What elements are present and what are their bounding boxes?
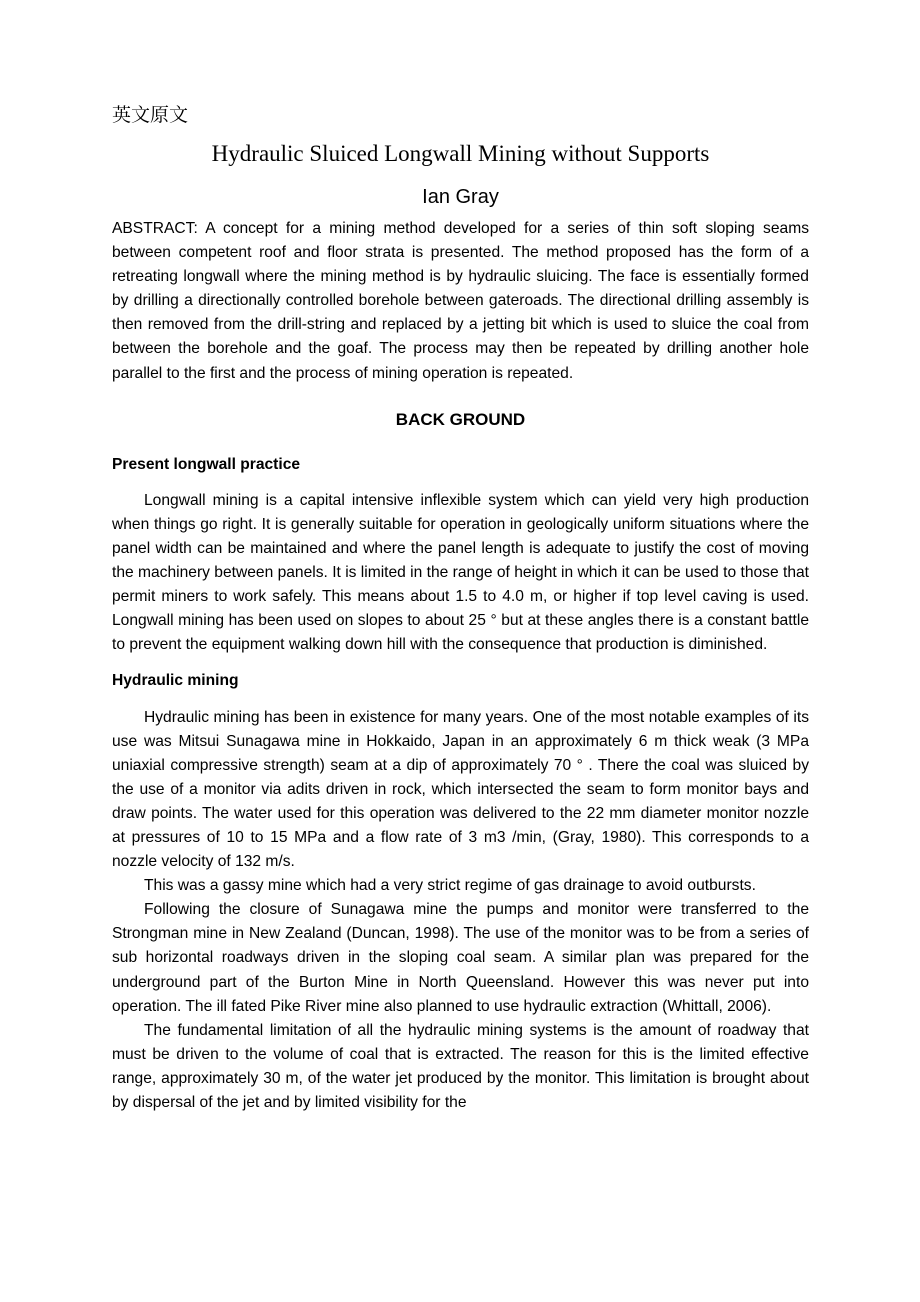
body-paragraph: This was a gassy mine which had a very strict regime of gas drainage to avoid outbursts.	[144, 877, 756, 895]
body-paragraph: Following the closure of Sunagawa mine the pumps and monitor were transferred to the Strongman mine in New Zealand (Duncan, 1998). The use of the monitor was to be from a series of sub horizontal roadways driven in the sloping coal seam. A similar plan was prepared for the underground part of the Burton Mine in North Queensland. However this was never put into operation. The ill fated Pike River mine also planned to use hydraulic extraction (Whittall, 2006).	[112, 901, 809, 1015]
body-paragraph: Hydraulic mining has been in existence for many years. One of the most notable examples of its use was Mitsui Sunagawa mine in Hokkaido, Japan in an approximately 6 m thick weak (3 MPa uniaxial compressive strength) seam at a dip of approximately 70 ° . There the coal was sluiced by the use of a monitor via adits driven in rock, which intersected the seam to form monitor bays and draw points. The water used for this operation was delivered to the 22 mm diameter monitor nozzle at pressures of 10 to 15 MPa and a flow rate of 3 m3 /min, (Gray, 1980). This corresponds to a nozzle velocity of 132 m/s.	[112, 708, 809, 871]
document-body	[112, 101, 809, 1115]
paper-title: Hydraulic Sluiced Longwall Mining without Supports	[211, 141, 710, 166]
chinese-heading: 英文原文	[112, 104, 189, 126]
body-paragraph: The fundamental limitation of all the hydraulic mining systems is the amount of roadway that must be driven to the volume of coal that is extracted. The reason for this is the limited effective range, approximately 30 m, of the water jet produced by the monitor. This limitation is brought about by dispersal of the jet and by limited visibility for the	[112, 1021, 809, 1111]
abstract-paragraph: ABSTRACT: A concept for a mining method developed for a series of thin soft sloping seams between competent roof and floor strata is presented. The method proposed has the form of a retreating longwall where the mining method is by hydraulic sluicing. The face is essentially formed by drilling a directionally controlled borehole between gateroads. The directional drilling assembly is then removed from the drill-string and replaced by a jetting bit which is used to sluice the coal from between the borehole and the goaf. The process may then be repeated by drilling another hole parallel to the first and the process of mining operation is repeated.	[112, 220, 809, 382]
subsection-hydraulic	[112, 669, 809, 1115]
paper-author: Ian Gray	[422, 186, 499, 208]
subsection-heading: Hydraulic mining	[112, 672, 239, 690]
subsection-heading: Present longwall practice	[112, 455, 301, 473]
subsection-longwall	[112, 453, 809, 658]
body-paragraph: Longwall mining is a capital intensive inflexible system which can yield very high production when things go right. It is generally suitable for operation in geologically uniform situations where the panel width can be maintained and where the panel length is adequate to justify the cost of moving the machinery between panels. It is limited in the range of height in which it can be used to those that permit miners to work safely. This means about 1.5 to 4.0 m, or higher if top level caving is used. Longwall mining has been used on slopes to about 25 ° but at these angles there is a constant battle to prevent the equipment walking down hill with the consequence that production is diminished.	[112, 491, 809, 654]
section-heading: BACK GROUND	[395, 409, 526, 429]
